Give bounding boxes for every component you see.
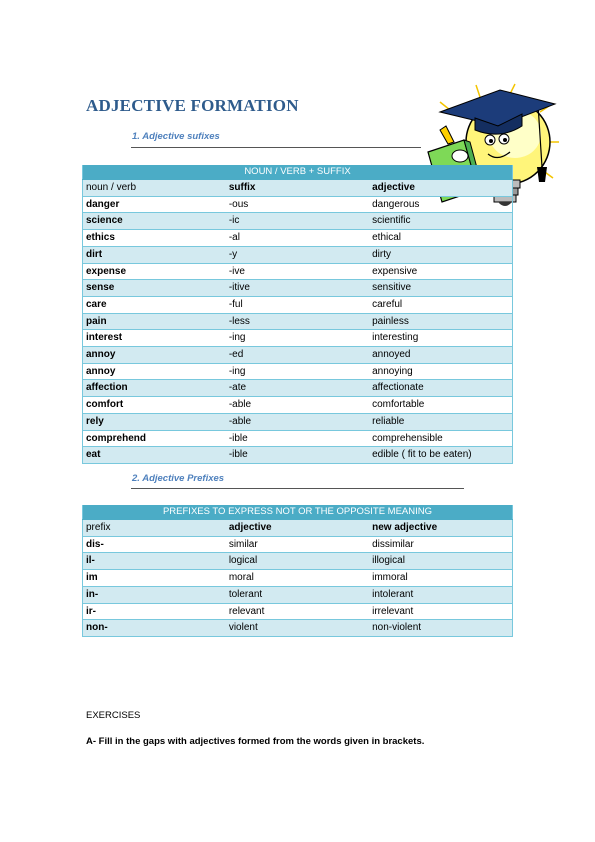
table-cell: immoral [369,570,512,587]
table-row [83,196,513,213]
table-cell: ethics [83,230,226,247]
section-heading-prefixes: 2. Adjective Prefixes [132,473,225,484]
table-cell: dangerous [369,196,512,213]
table-row [83,570,513,587]
table-cell: im [83,570,226,587]
table-cell: interesting [369,330,512,347]
table-cell: sensitive [369,280,512,297]
table-row [83,380,513,397]
table-row [83,620,513,637]
table-cell: affection [83,380,226,397]
table-cell: annoy [83,347,226,364]
table-header-row [83,180,513,197]
table-row [83,280,513,297]
table-cell: annoy [83,363,226,380]
table-cell: sense [83,280,226,297]
table-cell: similar [226,536,369,553]
table-row [83,296,513,313]
table-cell: dissimilar [369,536,512,553]
table-cell: -ible [226,430,369,447]
table-cell: illogical [369,553,512,570]
table-row [83,313,513,330]
table-cell: reliable [369,413,512,430]
table-cell: -able [226,413,369,430]
table-band-title: NOUN / VERB + SUFFIX [83,165,513,180]
table-cell: edible ( fit to be eaten) [369,447,512,464]
table-cell: -ing [226,330,369,347]
table-cell: careful [369,296,512,313]
column-header: adjective [369,180,512,197]
table-cell: -ous [226,196,369,213]
table-cell: comprehensible [369,430,512,447]
table-cell: comfort [83,397,226,414]
table-cell: -ic [226,213,369,230]
table-cell: eat [83,447,226,464]
suffix-table [82,165,513,464]
table-cell: annoying [369,363,512,380]
table-cell: ethical [369,230,512,247]
table-band-row [83,165,513,180]
table-cell: comprehend [83,430,226,447]
table-cell: non-violent [369,620,512,637]
table-row [83,603,513,620]
table-cell: -ing [226,363,369,380]
table-cell: -ible [226,447,369,464]
column-header: suffix [226,180,369,197]
exercise-instruction: A- Fill in the gaps with adjectives formed from the words given in brackets. [86,736,425,747]
section-heading-suffixes: 1. Adjective sufixes [132,131,220,142]
column-header: prefix [83,520,226,537]
table-row [83,347,513,364]
table-row [83,413,513,430]
table-cell: pain [83,313,226,330]
table-cell: intolerant [369,586,512,603]
column-header: new adjective [369,520,512,537]
table-cell: relevant [226,603,369,620]
column-header: noun / verb [83,180,226,197]
table-cell: -ate [226,380,369,397]
section-divider [131,147,421,148]
table-cell: comfortable [369,397,512,414]
table-cell: care [83,296,226,313]
table-cell: -able [226,397,369,414]
table-cell: science [83,213,226,230]
prefix-table [82,505,513,637]
table-cell: ir- [83,603,226,620]
table-band-title: PREFIXES TO EXPRESS NOT OR THE OPPOSITE MEANING [83,505,513,520]
table-cell: danger [83,196,226,213]
table-cell: interest [83,330,226,347]
table-cell: dis- [83,536,226,553]
table-cell: dirty [369,246,512,263]
table-cell: dirt [83,246,226,263]
table-cell: in- [83,586,226,603]
column-header: adjective [226,520,369,537]
table-cell: tolerant [226,586,369,603]
table-cell: moral [226,570,369,587]
table-row [83,263,513,280]
table-cell: affectionate [369,380,512,397]
table-row [83,553,513,570]
table-cell: annoyed [369,347,512,364]
table-row [83,363,513,380]
table-cell: -al [226,230,369,247]
table-cell: expensive [369,263,512,280]
table-cell: logical [226,553,369,570]
table-header-row [83,520,513,537]
table-cell: -less [226,313,369,330]
table-cell: scientific [369,213,512,230]
table-cell: non- [83,620,226,637]
table-cell: -ed [226,347,369,364]
table-cell: -itive [226,280,369,297]
table-row [83,586,513,603]
table-row [83,213,513,230]
table-cell: violent [226,620,369,637]
table-row [83,330,513,347]
table-row [83,430,513,447]
page-title: ADJECTIVE FORMATION [86,96,299,115]
table-row [83,246,513,263]
table-cell: -ive [226,263,369,280]
table-cell: il- [83,553,226,570]
table-cell: -y [226,246,369,263]
table-row [83,447,513,464]
table-row [83,397,513,414]
table-band-row [83,505,513,520]
section-divider [131,488,464,489]
exercises-label: EXERCISES [86,710,141,721]
table-cell: expense [83,263,226,280]
table-row [83,536,513,553]
table-cell: -ful [226,296,369,313]
table-cell: painless [369,313,512,330]
table-cell: rely [83,413,226,430]
table-row [83,230,513,247]
table-cell: irrelevant [369,603,512,620]
